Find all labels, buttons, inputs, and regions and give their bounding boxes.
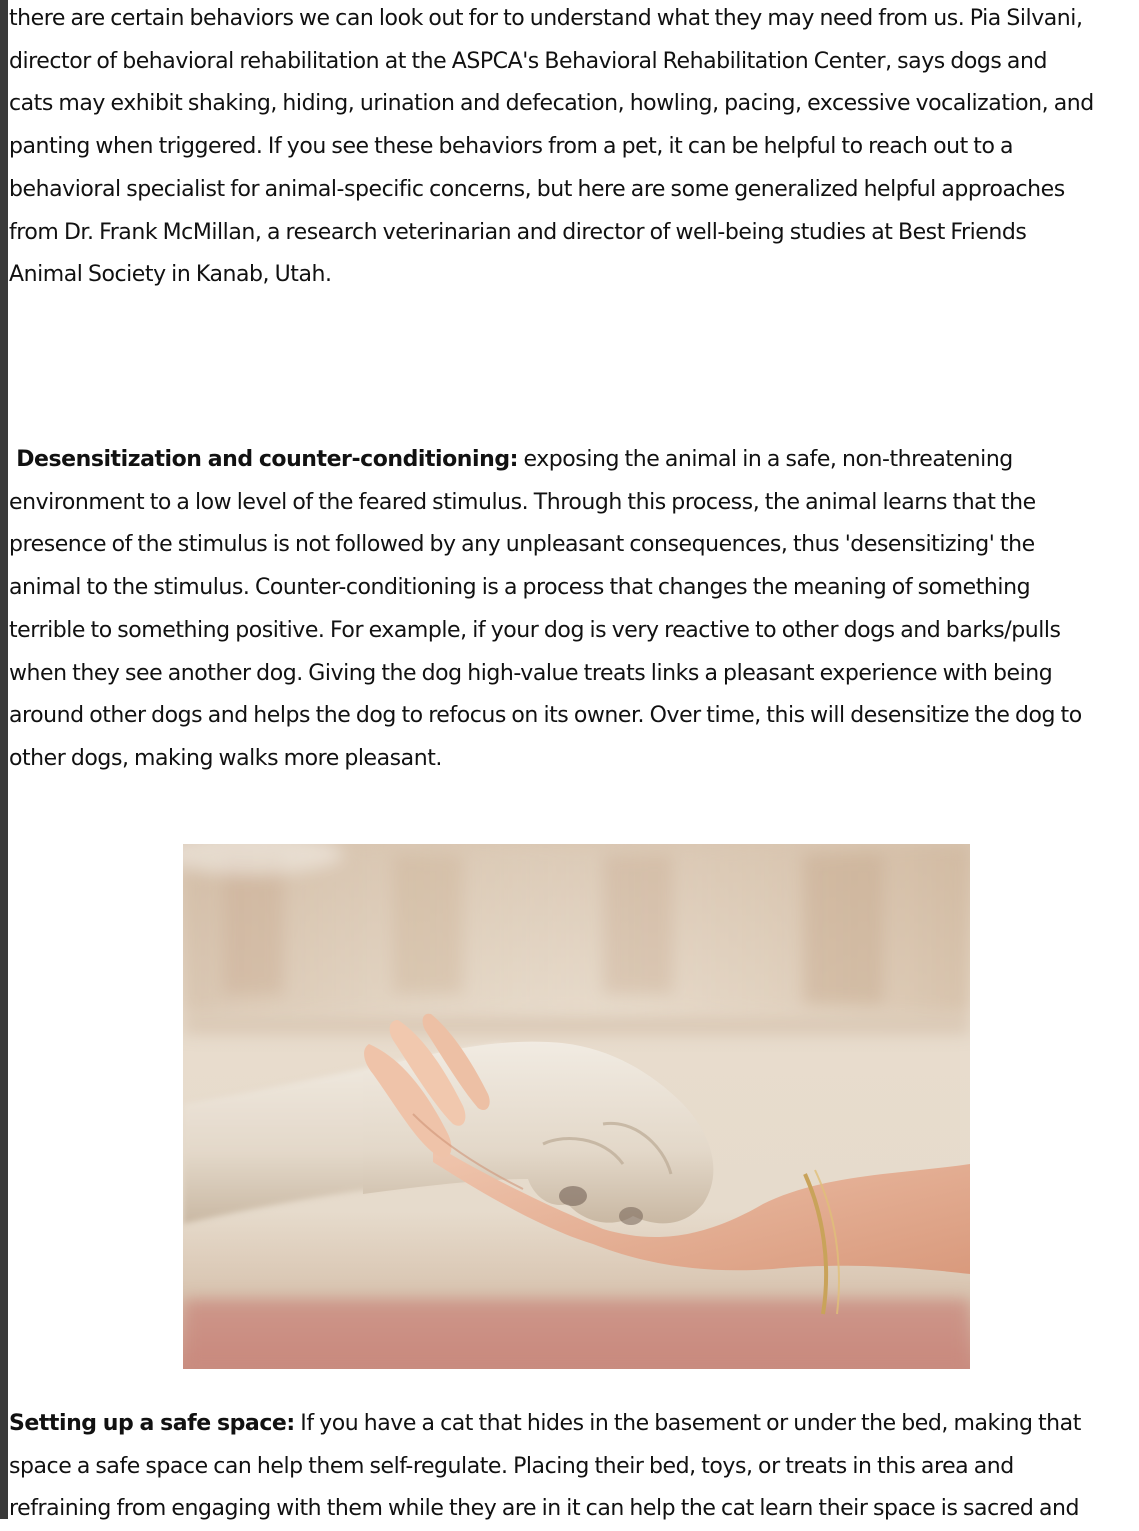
- paragraph-line: panting when triggered. If you see these behaviors from a pet, it can be helpful to reach out to a: [9, 134, 1014, 160]
- desensitization-paragraph: [9, 439, 1082, 781]
- paragraph-line: animal to the stimulus. Counter-conditioning is a process that changes the meaning of something: [9, 575, 1031, 601]
- page-left-border: [0, 0, 8, 1519]
- safe-space-heading: Setting up a safe space:: [9, 1411, 295, 1436]
- paragraph-line: refraining from engaging with them while they are in it can help the cat learn their space is sacred and: [9, 1496, 1080, 1522]
- photo-illustration: [183, 844, 970, 1369]
- paragraph-first-line: [9, 439, 1082, 482]
- paragraph-line: director of behavioral rehabilitation at the ASPCA's Behavioral Rehabilitation Center, says dogs and: [9, 48, 1047, 74]
- paragraph-line: presence of the stimulus is not followed by any unpleasant consequences, thus 'desensitizing' the: [9, 532, 1035, 558]
- paragraph-first-line: [9, 1403, 1081, 1446]
- safe-space-paragraph: [9, 1403, 1081, 1531]
- paragraph-line: from Dr. Frank McMillan, a research veterinarian and director of well-being studies at Best Friends: [9, 219, 1027, 245]
- paragraph-line: environment to a low level of the feared stimulus. Through this process, the animal learns that the: [9, 489, 1036, 515]
- intro-paragraph: [9, 0, 1094, 297]
- paragraph-line: there are certain behaviors we can look out for to understand what they may need from us. Pia Silvani,: [9, 6, 1083, 31]
- paragraph-line: behavioral specialist for animal-specific concerns, but here are some generalized helpful approaches: [9, 176, 1065, 202]
- paragraph-line: around other dogs and helps the dog to refocus on its owner. Over time, this will desensitize the dog to: [9, 703, 1082, 729]
- paragraph-text: If you have a cat that hides in the basement or under the bed, making that: [294, 1411, 1081, 1436]
- dog-paw-in-hand-photo: [183, 844, 970, 1369]
- desensitization-heading: Desensitization and counter-conditioning:: [9, 447, 518, 472]
- paragraph-line: cats may exhibit shaking, hiding, urination and defecation, howling, pacing, excessive vocalization, and: [9, 91, 1094, 117]
- paragraph-line: terrible to something positive. For example, if your dog is very reactive to other dogs and barks/pulls: [9, 617, 1061, 643]
- paragraph-line: Animal Society in Kanab, Utah.: [9, 262, 332, 288]
- paragraph-line: other dogs, making walks more pleasant.: [9, 745, 442, 771]
- paragraph-line: when they see another dog. Giving the dog high-value treats links a pleasant experience with being: [9, 660, 1053, 686]
- paragraph-text: exposing the animal in a safe, non-threatening: [517, 447, 1013, 472]
- paragraph-line: space a safe space can help them self-regulate. Placing their bed, toys, or treats in this area and: [9, 1453, 1014, 1479]
